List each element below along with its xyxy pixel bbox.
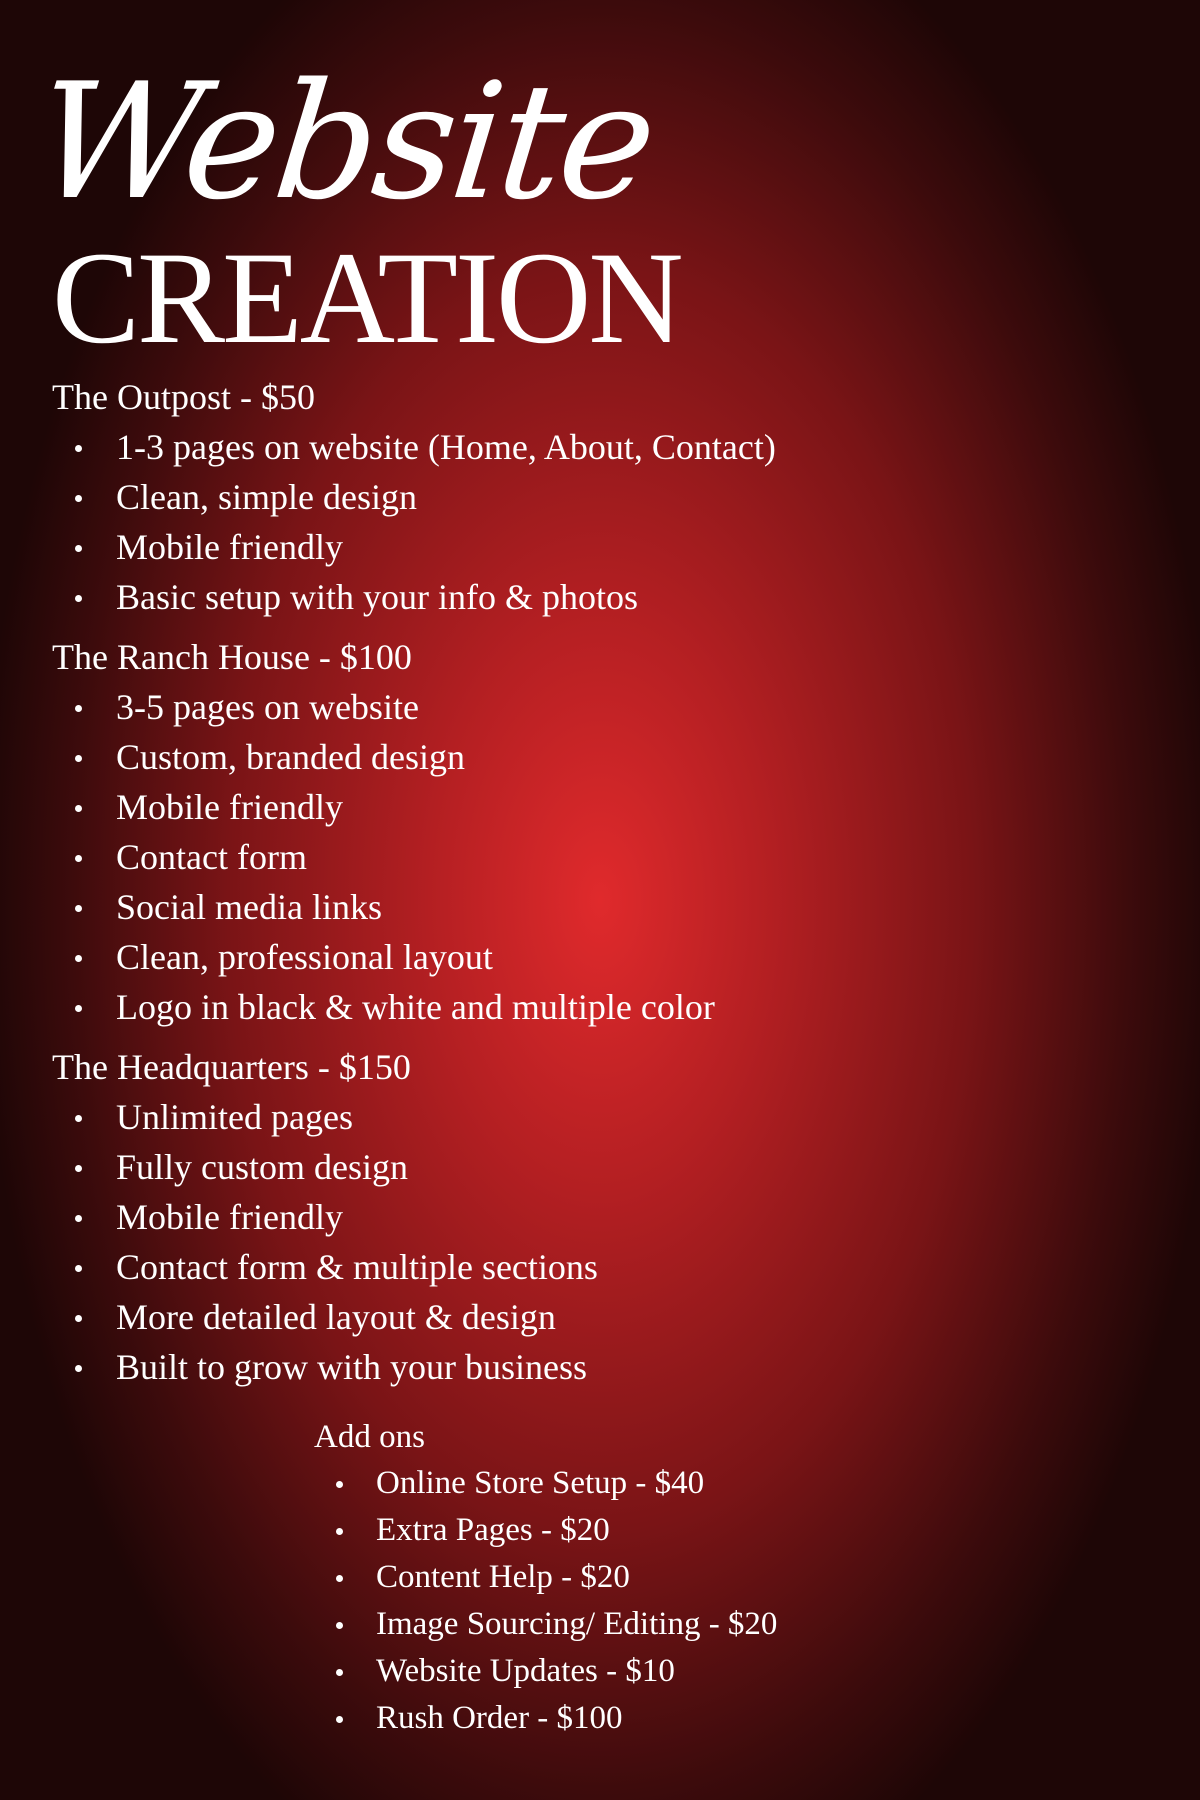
package-heading: The Ranch House - $100 <box>52 637 412 677</box>
addons-list <box>314 1460 1014 1742</box>
package-feature-list <box>52 682 1152 1032</box>
addon-item: Content Help - $20 <box>314 1554 1014 1601</box>
package-feature: Contact form <box>52 832 1152 882</box>
package-feature: Clean, simple design <box>52 472 1152 522</box>
package-heading: The Headquarters - $150 <box>52 1047 411 1087</box>
addons <box>314 1414 1014 1742</box>
package-feature: Mobile friendly <box>52 782 1152 832</box>
package-feature: Custom, branded design <box>52 732 1152 782</box>
package-feature: Social media links <box>52 882 1152 932</box>
package-feature: Logo in black & white and multiple color <box>52 982 1152 1032</box>
package-feature-list <box>52 1092 1152 1392</box>
package-feature: Built to grow with your business <box>52 1342 1152 1392</box>
addon-item: Image Sourcing/ Editing - $20 <box>314 1601 1014 1648</box>
package-feature: Clean, professional layout <box>52 932 1152 982</box>
package-feature: Basic setup with your info & photos <box>52 572 1152 622</box>
package-feature: More detailed layout & design <box>52 1292 1152 1342</box>
title-script: Website <box>28 48 661 235</box>
package-heading: The Outpost - $50 <box>52 377 315 417</box>
addon-item: Rush Order - $100 <box>314 1695 1014 1742</box>
package-feature: 3-5 pages on website <box>52 682 1152 732</box>
package-feature: Unlimited pages <box>52 1092 1152 1142</box>
package-outpost <box>52 372 1152 622</box>
package-feature: Fully custom design <box>52 1142 1152 1192</box>
addon-item: Online Store Setup - $40 <box>314 1460 1014 1507</box>
addon-item: Extra Pages - $20 <box>314 1507 1014 1554</box>
package-feature: Contact form & multiple sections <box>52 1242 1152 1292</box>
package-feature: Mobile friendly <box>52 1192 1152 1242</box>
package-headquarters <box>52 1042 1152 1392</box>
package-feature: Mobile friendly <box>52 522 1152 572</box>
package-feature-list <box>52 422 1152 622</box>
addon-item: Website Updates - $10 <box>314 1648 1014 1695</box>
addons-heading: Add ons <box>314 1419 425 1455</box>
package-ranch-house <box>52 632 1152 1032</box>
packages <box>52 372 1152 1402</box>
package-feature: 1-3 pages on website (Home, About, Contact) <box>52 422 1152 472</box>
title-caps: CREATION <box>52 224 681 371</box>
